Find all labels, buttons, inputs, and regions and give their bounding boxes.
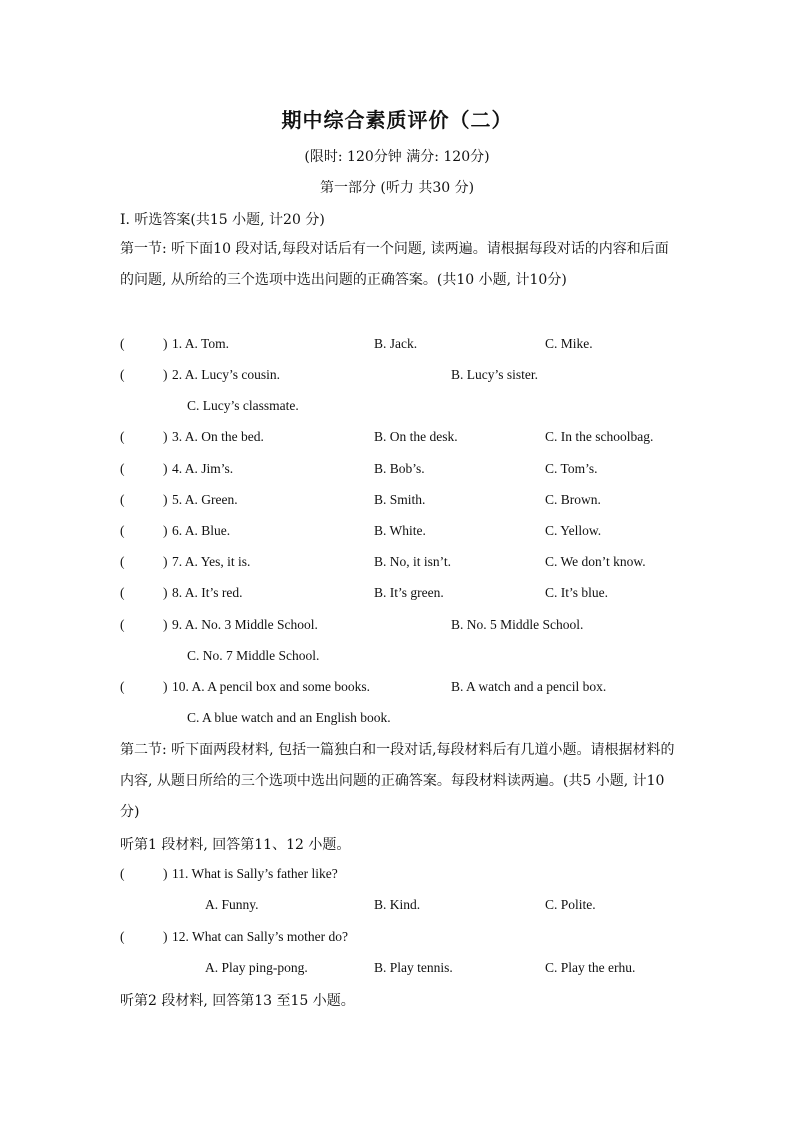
question-row-2 bbox=[120, 367, 700, 387]
option-a: 2. A. Lucy’s cousin. bbox=[172, 367, 280, 382]
option-a: A. Funny. bbox=[205, 897, 259, 912]
answer-paren-open[interactable]: ( bbox=[120, 866, 125, 881]
question-row-10 bbox=[120, 679, 700, 699]
option-a: 10. A. A pencil box and some books. bbox=[172, 679, 370, 694]
answer-paren-close: ) bbox=[163, 866, 168, 881]
question-row-1 bbox=[120, 336, 700, 356]
answer-paren-open[interactable]: ( bbox=[120, 617, 125, 632]
answer-paren-open[interactable]: ( bbox=[120, 929, 125, 944]
section-heading: I. 听选答案(共15 小题, 计20 分) bbox=[120, 212, 325, 228]
question-row-4 bbox=[120, 461, 700, 481]
answer-paren-close: ) bbox=[163, 617, 168, 632]
option-c: C. We don’t know. bbox=[545, 554, 646, 569]
option-b: B. Play tennis. bbox=[374, 960, 453, 975]
question-stem: 11. What is Sally’s father like? bbox=[172, 866, 338, 881]
answer-paren-open[interactable]: ( bbox=[120, 336, 125, 351]
material-2-heading: 听第2 段材料, 回答第13 至15 小题。 bbox=[120, 993, 355, 1009]
option-b: B. Jack. bbox=[374, 336, 418, 351]
option-a: 7. A. Yes, it is. bbox=[172, 554, 251, 569]
answer-paren-close: ) bbox=[163, 429, 168, 444]
option-b: B. Kind. bbox=[374, 897, 421, 912]
answer-paren-open[interactable]: ( bbox=[120, 429, 125, 444]
answer-paren-open[interactable]: ( bbox=[120, 523, 125, 538]
option-b: B. It’s green. bbox=[374, 585, 444, 600]
option-a: 8. A. It’s red. bbox=[172, 585, 243, 600]
question-row-12 bbox=[120, 929, 700, 949]
question-row-5 bbox=[120, 492, 700, 512]
question-row-6 bbox=[120, 523, 700, 543]
time-limit: (限时: 120分钟 满分: 120分) bbox=[304, 149, 490, 165]
answer-paren-close: ) bbox=[163, 554, 168, 569]
answer-paren-open[interactable]: ( bbox=[120, 554, 125, 569]
question-row-8 bbox=[120, 585, 700, 605]
question-row-7 bbox=[120, 554, 700, 574]
answer-paren-close: ) bbox=[163, 929, 168, 944]
option-c: C. It’s blue. bbox=[545, 585, 608, 600]
option-c: C. Polite. bbox=[545, 897, 596, 912]
answer-paren-open[interactable]: ( bbox=[120, 461, 125, 476]
option-b: B. No, it isn’t. bbox=[374, 554, 452, 569]
option-c: C. Tom’s. bbox=[545, 461, 598, 476]
answer-paren-open[interactable]: ( bbox=[120, 679, 125, 694]
material-1-heading: 听第1 段材料, 回答第11、12 小题。 bbox=[120, 837, 351, 853]
option-a: 1. A. Tom. bbox=[172, 336, 229, 351]
option-c: C. Lucy’s classmate. bbox=[187, 398, 299, 413]
option-b: B. No. 5 Middle School. bbox=[451, 617, 584, 632]
options-row-11 bbox=[120, 897, 700, 917]
option-c: C. A blue watch and an English book. bbox=[187, 710, 391, 725]
page-title: 期中综合素质评价（二） bbox=[281, 108, 513, 132]
question-stem: 12. What can Sally’s mother do? bbox=[172, 929, 348, 944]
option-a: 5. A. Green. bbox=[172, 492, 238, 507]
question-row-3 bbox=[120, 429, 700, 449]
option-c: C. In the schoolbag. bbox=[545, 429, 654, 444]
option-a: 4. A. Jim’s. bbox=[172, 461, 234, 476]
option-c: C. Mike. bbox=[545, 336, 593, 351]
option-a: A. Play ping-pong. bbox=[205, 960, 308, 975]
answer-paren-close: ) bbox=[163, 336, 168, 351]
option-c: C. Play the erhu. bbox=[545, 960, 636, 975]
answer-paren-close: ) bbox=[163, 585, 168, 600]
sub2-intro: 第二节: 听下面两段材料, 包括一篇独白和一段对话,每段材料后有几道小题。请根据材料的内容, 从题日所给的三个选项中选出问题的正确答案。每段材料读两遍。(共5 小题, 计10 分) bbox=[120, 742, 675, 820]
option-c: C. Brown. bbox=[545, 492, 601, 507]
option-c: C. No. 7 Middle School. bbox=[187, 648, 320, 663]
option-b: B. Bob’s. bbox=[374, 461, 425, 476]
option-c: C. Yellow. bbox=[545, 523, 602, 538]
option-b: B. Smith. bbox=[374, 492, 426, 507]
question-row-9 bbox=[120, 617, 700, 637]
answer-paren-close: ) bbox=[163, 367, 168, 382]
option-a: 3. A. On the bed. bbox=[172, 429, 264, 444]
answer-paren-close: ) bbox=[163, 492, 168, 507]
options-row-12 bbox=[120, 960, 700, 980]
option-b: B. A watch and a pencil box. bbox=[451, 679, 607, 694]
sub1-intro: 第一节: 听下面10 段对话,每段对话后有一个问题, 读两遍。请根据每段对话的内容和后面的问题, 从所给的三个选项中选出问题的正确答案。(共10 小题, 计10分) bbox=[120, 241, 669, 288]
option-b: B. White. bbox=[374, 523, 426, 538]
option-b: B. On the desk. bbox=[374, 429, 458, 444]
part-heading: 第一部分 (听力 共30 分) bbox=[319, 180, 475, 196]
question-row-11 bbox=[120, 866, 700, 886]
option-a: 6. A. Blue. bbox=[172, 523, 231, 538]
option-b: B. Lucy’s sister. bbox=[451, 367, 538, 382]
answer-paren-open[interactable]: ( bbox=[120, 492, 125, 507]
answer-paren-open[interactable]: ( bbox=[120, 585, 125, 600]
option-a: 9. A. No. 3 Middle School. bbox=[172, 617, 318, 632]
answer-paren-close: ) bbox=[163, 523, 168, 538]
answer-paren-close: ) bbox=[163, 461, 168, 476]
answer-paren-open[interactable]: ( bbox=[120, 367, 125, 382]
answer-paren-close: ) bbox=[163, 679, 168, 694]
